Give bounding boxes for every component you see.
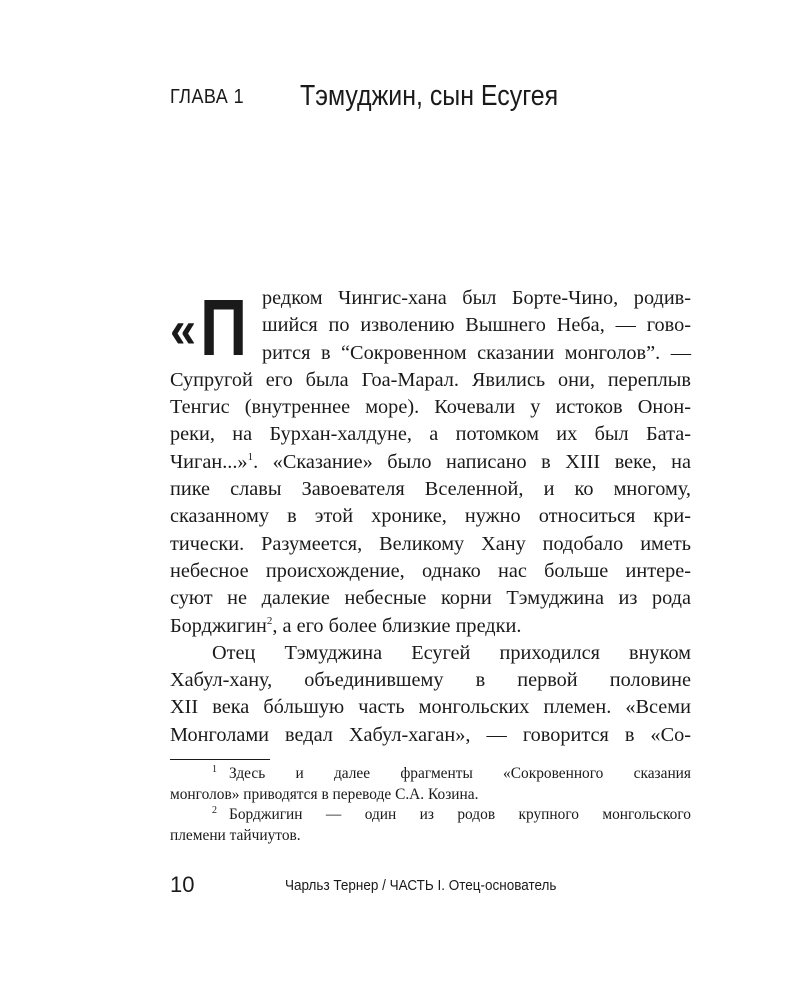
text-line [170,449,691,476]
text-line: реки, на Бурхан-халдуне, а потомком их был Бата- [170,423,691,446]
text-line: рится в “Сокровенном сказании монголов”. — [262,341,691,364]
footnotes [170,764,691,846]
text-line: тически. Разумеется, Великому Хану подобало иметь [170,532,691,555]
text-line: Отец Тэмуджина Есугей приходился внуком [212,641,691,664]
footnote-text: Борджигин — один из родов крупного монгольского [229,806,691,823]
footnote-line: племени тайчиутов. [170,826,301,844]
text-line: пике славы Завоевателя Вселенной, и ко многому, [170,478,691,501]
page-footer [170,874,691,898]
footnote-mark: 1 [212,763,217,775]
text-line: суют не далекие небесные корни Тэмуджина из рода [170,587,691,610]
text-line: Монголами ведал Хабул-хаган», — говорится в «Со- [170,723,691,746]
page-number: 10 [170,872,195,897]
text-line: Хабул-хану, объединившему в первой половине [170,669,691,692]
text-line: сказанному в этой хронике, нужно относиться кри- [170,505,691,528]
text-line: Супругой его была Гоа-Марал. Явились они, переплыв [170,368,691,391]
text-fragment: . «Сказание» было написано в XIII веке, на [253,450,691,473]
text-line: редком Чингис-хана был Борте-Чино, родив- [262,287,691,309]
text-fragment: , а его более близкие предки. [272,614,522,637]
running-footer: Чарльз Тернер / ЧАСТЬ I. Отец-основатель [285,877,557,894]
chapter-label: ГЛАВА 1 [170,86,245,108]
footnote-line: монголов» приводятся в переводе С.А. Козина. [170,785,479,803]
footnote-divider [170,759,270,760]
body-text [170,285,691,749]
text-fragment: Борджигин [170,614,267,637]
text-fragment: Чиган...» [170,450,248,473]
footnote-mark: 2 [212,804,217,816]
footnote-line [170,764,691,785]
footnote-text: Здесь и далее фрагменты «Сокровенного сказания [229,765,691,782]
text-line: небесное происхождение, однако нас больше интере- [170,559,691,582]
text-line [170,613,691,640]
footnote-ref[interactable]: 2 [266,614,273,627]
drop-cap-quote: « [170,301,197,359]
footnote-ref[interactable]: 1 [247,451,254,464]
text-line: XII века бóльшую часть монгольских племен. «Всеми [170,696,691,719]
text-line: шийся по изволению Вышнего Неба, — гово- [262,314,691,337]
drop-cap-letter: П [200,283,248,372]
chapter-title: Тэмуджин, сын Есугея [300,80,559,112]
text-line: Тенгис (внутреннее море). Кочевали у истоков Онон- [170,396,691,419]
footnote-line [170,805,691,826]
